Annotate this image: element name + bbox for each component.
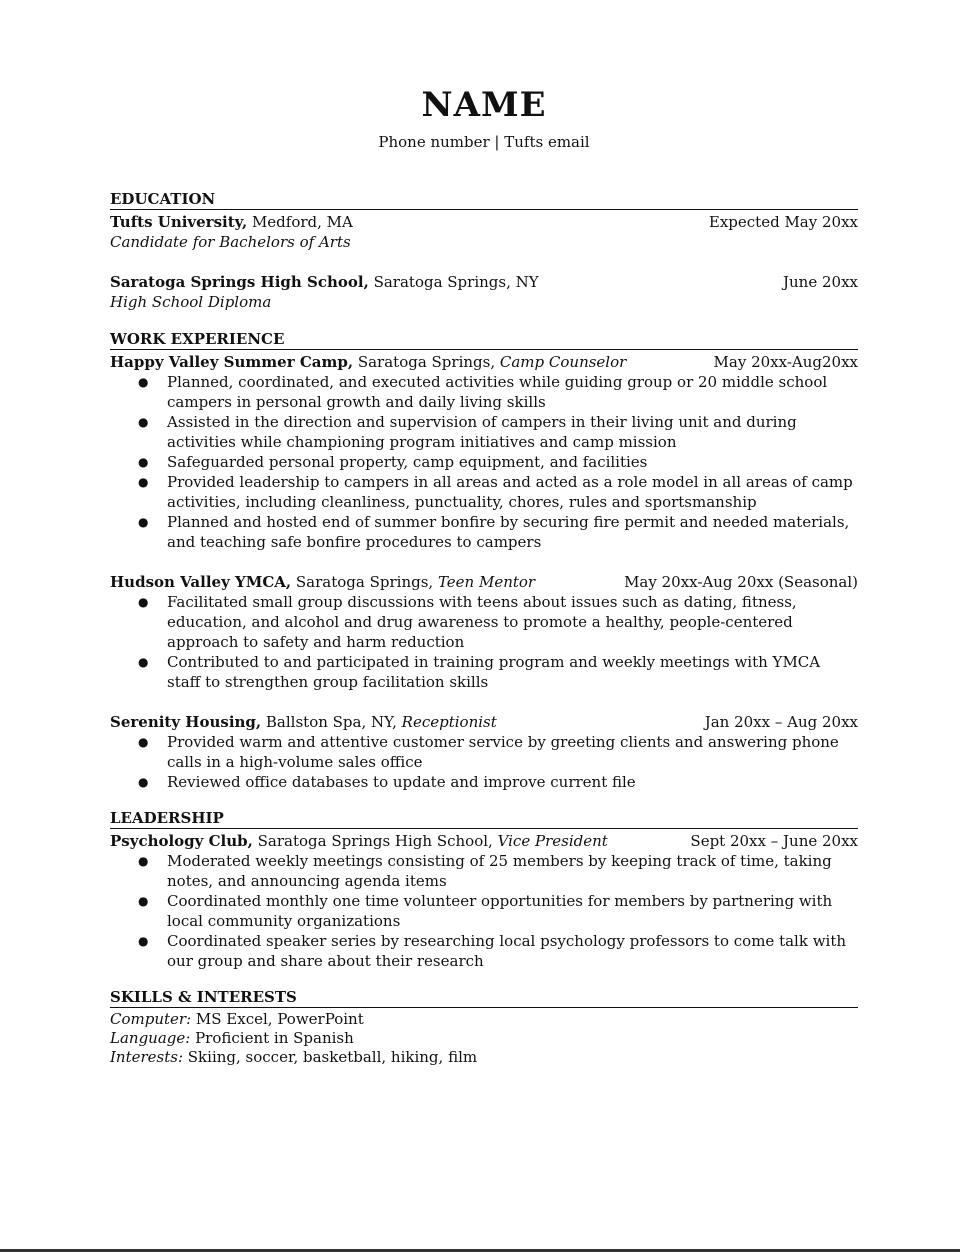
list-item: ● Coordinated monthly one time volunteer opportunities for members by partnering with local community organizations xyxy=(138,892,833,930)
leadership-bullets xyxy=(110,851,858,971)
job-date: May 20xx-Aug 20xx (Seasonal) xyxy=(624,573,858,591)
list-item: ● Planned, coordinated, and executed activities while guiding group or 20 middle school campers in personal growth and daily living skills xyxy=(138,373,828,411)
bullet-icon: ● xyxy=(138,655,149,669)
list-item: ● Facilitated small group discussions with teens about issues such as dating, fitness, education, and alcohol and drug awareness to promote a healthy, people-centered approach to safety and harm reduction xyxy=(138,593,797,651)
bullet-icon: ● xyxy=(138,415,149,429)
skill-line: Language: Proficient in Spanish xyxy=(110,1029,354,1047)
skill-line: Computer: MS Excel, PowerPoint xyxy=(110,1010,364,1028)
school-name: Saratoga Springs High School, xyxy=(110,273,369,291)
skills-heading: SKILLS & INTERESTS xyxy=(110,988,858,1008)
bullet-icon: ● xyxy=(138,854,149,868)
education-entry xyxy=(110,212,858,252)
education-date: Expected May 20xx xyxy=(708,213,858,231)
bullet-icon: ● xyxy=(138,775,149,789)
bullet-icon: ● xyxy=(138,475,149,489)
job-entry xyxy=(110,712,858,792)
employer: Happy Valley Summer Camp, xyxy=(110,353,354,371)
resume-name: NAME xyxy=(421,85,547,125)
resume-page xyxy=(110,84,858,1067)
school-location: Saratoga Springs, NY xyxy=(368,273,539,291)
job-location: Saratoga Springs, xyxy=(291,573,438,591)
school-name: Tufts University, xyxy=(110,213,248,231)
job-location: Ballston Spa, NY, xyxy=(261,713,402,731)
org-role: Vice President xyxy=(497,832,608,850)
job-bullets xyxy=(110,592,858,692)
job-date: Jan 20xx – Aug 20xx xyxy=(704,713,858,731)
organization: Psychology Club, xyxy=(110,832,253,850)
list-item: ● Provided leadership to campers in all areas and acted as a role model in all areas of camp activities, including cleanliness, punctuality, chores, rules and sportsmanship xyxy=(138,473,853,511)
job-location: Saratoga Springs, xyxy=(353,353,500,371)
list-item: ● Moderated weekly meetings consisting of 25 members by keeping track of time, taking notes, and announcing agenda items xyxy=(138,852,832,890)
job-entry xyxy=(110,572,858,692)
list-item: ● Assisted in the direction and supervision of campers in their living unit and during activities while championing program initiatives and camp mission xyxy=(138,413,797,451)
leadership-heading: LEADERSHIP xyxy=(110,809,858,829)
degree: Candidate for Bachelors of Arts xyxy=(110,233,351,251)
bullet-icon: ● xyxy=(138,735,149,749)
education-heading: EDUCATION xyxy=(110,190,858,210)
bullet-icon: ● xyxy=(138,894,149,908)
employer: Serenity Housing, xyxy=(110,713,262,731)
job-role: Camp Counselor xyxy=(499,353,627,371)
bullet-icon: ● xyxy=(138,934,149,948)
school-location: Medford, MA xyxy=(247,213,353,231)
bullet-icon: ● xyxy=(138,595,149,609)
org-location: Saratoga Springs High School, xyxy=(252,832,498,850)
work-heading: WORK EXPERIENCE xyxy=(110,330,858,350)
list-item: ● Provided warm and attentive customer service by greeting clients and answering phone calls in a high-volume sales office xyxy=(138,733,839,771)
job-role: Receptionist xyxy=(401,713,497,731)
list-item: ● Planned and hosted end of summer bonfire by securing fire permit and needed materials, and teaching safe bonfire procedures to campers xyxy=(138,513,850,551)
list-item: ● Reviewed office databases to update and improve current file xyxy=(138,773,636,791)
list-item: ● Contributed to and participated in training program and weekly meetings with YMCA staff to strengthen group facilitation skills xyxy=(138,653,821,691)
list-item: ● Coordinated speaker series by researching local psychology professors to come talk with our group and share about their research xyxy=(138,932,847,970)
job-bullets xyxy=(110,732,858,792)
job-bullets xyxy=(110,372,858,552)
list-item: ● Safeguarded personal property, camp equipment, and facilities xyxy=(138,453,648,471)
bullet-icon: ● xyxy=(138,455,149,469)
job-entry xyxy=(110,352,858,552)
bullet-icon: ● xyxy=(138,515,149,529)
leadership-date: Sept 20xx – June 20xx xyxy=(690,832,858,850)
employer: Hudson Valley YMCA, xyxy=(110,573,292,591)
leadership-entry xyxy=(110,831,858,971)
skill-line: Interests: Skiing, soccer, basketball, hiking, film xyxy=(110,1048,478,1066)
job-role: Teen Mentor xyxy=(437,573,536,591)
job-date: May 20xx-Aug20xx xyxy=(713,353,858,371)
education-date: June 20xx xyxy=(783,273,858,291)
education-entry xyxy=(110,272,858,312)
contact-line: Phone number | Tufts email xyxy=(378,133,590,151)
degree: High School Diploma xyxy=(110,293,272,311)
bullet-icon: ● xyxy=(138,375,149,389)
